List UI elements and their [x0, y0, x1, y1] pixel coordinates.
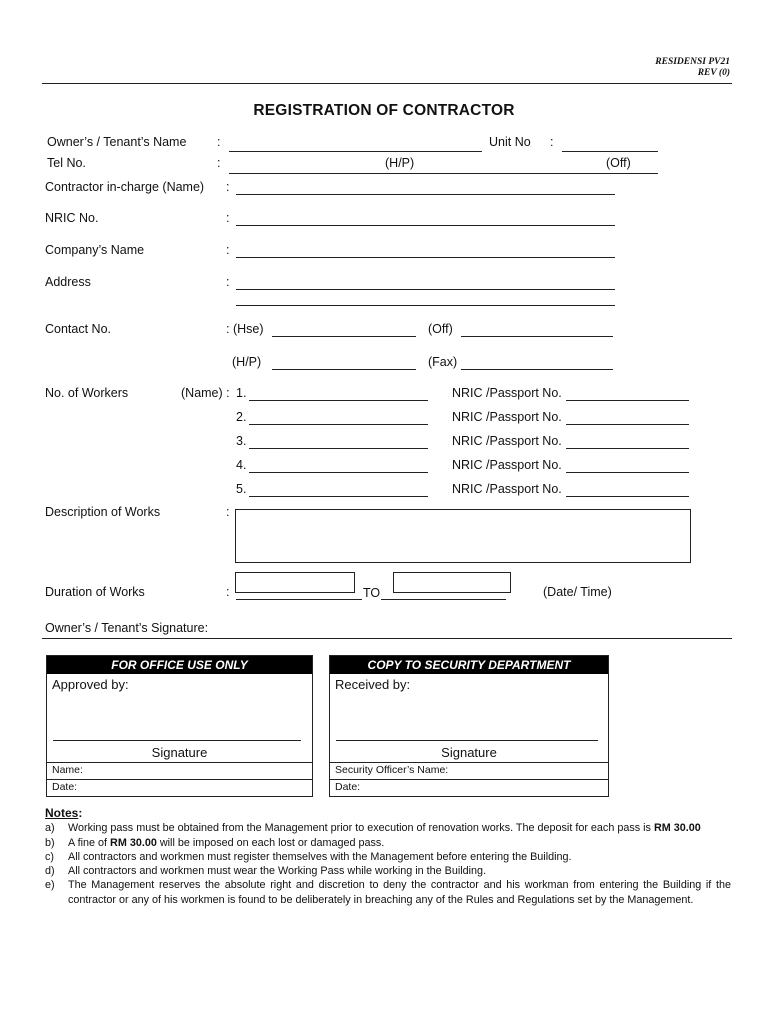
signature-rule: [42, 638, 732, 639]
notes-section: Notes: a) Working pass must be obtained from the Management prior to execution of renovation works. The deposit for each pass is RM 30.00 b) A fine of RM 30.00 will be imposed on each lost or damaged pass. c) All contractors and workmen must register themselves with the Management before entering the Building. d) All contractors and workmen must wear the Working Pass while working in the Building. e) The Management reserves the absolute right and discretion to deny the contractor and his workman from entering the Building if the contractor or any of his workmen is found to be deliberately in breaching any of the Rules and Regulations set by the Management.: [45, 806, 731, 906]
worker-nric-label: NRIC /Passport No.: [452, 434, 562, 448]
duration-label: Duration of Works: [45, 585, 145, 599]
worker-nric-field[interactable]: [566, 424, 689, 425]
note-item: [45, 878, 731, 907]
colon: :: [226, 211, 230, 225]
workers-label: No. of Workers: [45, 386, 129, 400]
address-field-1[interactable]: [236, 289, 615, 290]
worker-number: 2.: [236, 410, 247, 424]
contact-fax-field[interactable]: [461, 369, 613, 370]
nric-field[interactable]: [236, 225, 615, 226]
worker-name-field[interactable]: [249, 496, 428, 497]
contact-label: Contact No.: [45, 322, 112, 336]
worker-nric-label: NRIC /Passport No.: [452, 482, 562, 496]
colon: :: [226, 180, 230, 194]
header-rule: [42, 83, 732, 84]
office-use-box: [46, 655, 313, 797]
note-item: [45, 864, 731, 878]
contractor-label: Contractor in-charge (Name): [45, 180, 205, 194]
note-amount: RM 30.00: [110, 836, 157, 849]
note-letter: b): [45, 836, 55, 849]
address-field-2[interactable]: [236, 305, 615, 306]
address-label: Address: [45, 275, 91, 289]
note-text: will be imposed on each lost or damaged pass.: [159, 836, 385, 849]
note-amount: RM 30.00: [653, 822, 701, 835]
colon: :: [217, 156, 221, 170]
security-box: [329, 655, 609, 797]
security-signature-line[interactable]: [336, 740, 598, 741]
office-signature-line[interactable]: [53, 740, 301, 741]
note-letter: e): [45, 879, 55, 892]
worker-nric-field[interactable]: [566, 496, 689, 497]
security-heading: COPY TO SECURITY DEPARTMENT: [330, 656, 608, 674]
divider: [330, 762, 608, 763]
colon: :: [226, 585, 230, 599]
colon: :: [226, 243, 230, 257]
colon: :: [226, 505, 230, 519]
duration-to-label: TO: [363, 586, 381, 600]
note-letter: d): [45, 865, 55, 878]
contact-off-label: (Off): [428, 322, 453, 336]
unit-no-label: Unit No: [489, 135, 531, 149]
note-text: The Management reserves the absolute right and discretion to deny the contractor and his workman from entering the Building if the contractor or any of his workmen is found to be deliberately in breaching any of the Rules and Regulations set by the Management.: [68, 879, 731, 906]
colon: :: [226, 275, 230, 289]
security-date-label: Date:: [335, 781, 361, 793]
duration-to-input[interactable]: [393, 572, 511, 593]
worker-nric-label: NRIC /Passport No.: [452, 458, 562, 472]
office-signature-label: Signature: [151, 745, 208, 760]
worker-nric-label: NRIC /Passport No.: [452, 410, 562, 424]
worker-name-field[interactable]: [249, 424, 428, 425]
workers-name-label: (Name) :: [181, 386, 230, 400]
contact-hse-label: : (Hse): [226, 322, 264, 336]
approved-by-label: Approved by:: [52, 677, 129, 692]
divider: [47, 779, 312, 780]
worker-nric-field[interactable]: [566, 472, 689, 473]
tel-off-label: (Off): [606, 156, 631, 170]
contact-hse-field[interactable]: [272, 336, 416, 337]
worker-name-field[interactable]: [249, 448, 428, 449]
note-text: A fine of: [68, 836, 108, 849]
note-text: All contractors and workmen must register themselves with the Management before entering the Building.: [68, 850, 572, 863]
office-name-label: Name:: [52, 764, 83, 776]
worker-number: 4.: [236, 458, 247, 472]
duration-date-time-label: (Date/ Time): [543, 585, 612, 599]
contact-off-field[interactable]: [461, 336, 613, 337]
colon: :: [217, 135, 221, 149]
worker-nric-field[interactable]: [566, 448, 689, 449]
form-code: [655, 57, 730, 79]
divider: [330, 779, 608, 780]
tel-no-label: Tel No.: [47, 156, 86, 170]
form-rev-label: REV (0): [697, 68, 730, 78]
note-letter: a): [45, 822, 55, 835]
contact-fax-label: (Fax): [428, 355, 458, 369]
contractor-field[interactable]: [236, 194, 615, 195]
colon: :: [550, 135, 554, 149]
description-input[interactable]: [235, 509, 691, 563]
owner-signature-label: Owner’s / Tenant’s Signature:: [45, 621, 209, 635]
unit-no-field[interactable]: [562, 151, 658, 152]
note-text: Working pass must be obtained from the Management prior to execution of renovation works. The deposit for each pass is: [68, 822, 651, 835]
worker-number: 1.: [236, 386, 247, 400]
contact-hp-label: (H/P): [232, 355, 262, 369]
owner-name-field[interactable]: [229, 151, 482, 152]
duration-from-input[interactable]: [235, 572, 355, 593]
worker-nric-label: NRIC /Passport No.: [452, 386, 562, 400]
worker-number: 5.: [236, 482, 247, 496]
note-item: [45, 821, 731, 835]
worker-number: 3.: [236, 434, 247, 448]
form-code-label: RESIDENSI PV21: [655, 57, 730, 67]
worker-nric-field[interactable]: [566, 400, 689, 401]
company-label: Company’s Name: [45, 243, 145, 257]
received-by-label: Received by:: [335, 677, 411, 692]
note-text: All contractors and workmen must wear the Working Pass while working in the Building.: [68, 865, 487, 878]
security-signature-label: Signature: [441, 745, 497, 760]
worker-name-field[interactable]: [249, 472, 428, 473]
page-title: REGISTRATION OF CONTRACTOR: [253, 102, 515, 119]
note-item: [45, 850, 731, 864]
security-officer-label: Security Officer’s Name:: [335, 764, 449, 776]
owner-name-label: Owner’s / Tenant’s Name: [47, 135, 187, 149]
nric-label: NRIC No.: [45, 211, 99, 225]
description-label: Description of Works: [45, 505, 161, 519]
notes-heading: Notes: [45, 806, 79, 820]
tel-no-field[interactable]: [229, 173, 658, 174]
office-date-label: Date:: [52, 781, 78, 793]
note-letter: c): [45, 850, 54, 863]
company-field[interactable]: [236, 257, 615, 258]
office-use-heading: FOR OFFICE USE ONLY: [47, 656, 312, 674]
divider: [47, 762, 312, 763]
contact-hp-field[interactable]: [272, 369, 416, 370]
note-item: [45, 836, 731, 850]
tel-hp-label: (H/P): [385, 156, 415, 170]
worker-name-field[interactable]: [249, 400, 428, 401]
